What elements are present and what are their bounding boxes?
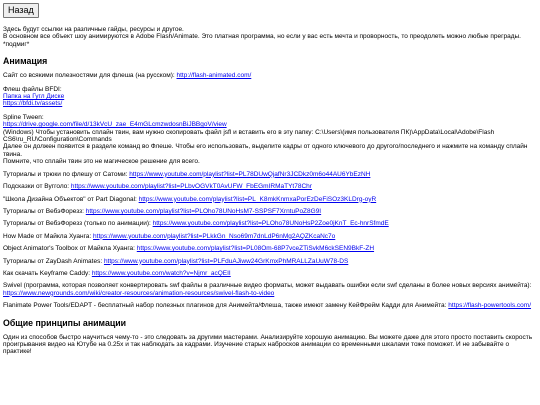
page-content	[3, 3, 537, 356]
spline-instructions-3: Помните, что сплайн твин это не магическое решение для всего.	[3, 158, 200, 166]
tutorial-link[interactable]: https://www.youtube.com/playlist?list=PL08Om-68P7vceZTiSvkM6ckSEN9BkF-ZH	[136, 245, 375, 253]
tutorial-label: Туториалы и трюки по флешу от Сатоми:	[3, 170, 130, 178]
tutorial-label: Подсказки от Вугголо:	[3, 183, 71, 191]
section-heading-animation: Анимация	[3, 56, 48, 67]
swivel-item	[3, 282, 537, 297]
tutorial-label: Туториалы от ВебэФорезз (только по анимации):	[3, 220, 153, 228]
spline-block	[3, 114, 537, 166]
tutorial-link[interactable]: https://www.youtube.com/playlist?list=PLbvOGVkT0AvUFW_FbEGmIRMaTYt78Chr	[70, 183, 312, 191]
bfdi-block	[3, 86, 537, 108]
list-item	[3, 245, 537, 252]
flash-site-text: Сайт со всякими полезностями для флеша (на русском):	[3, 72, 177, 80]
flash-site-link[interactable]: http://flash-animated.com/	[176, 72, 252, 80]
spline-download-link[interactable]: https://drive.google.com/file/d/13kVcU_zae_E4mGLcmzwdosnBiJBBgoV/view	[3, 121, 227, 129]
spline-instructions-2: Далее он должен появится в разделе команд во Флеше. Чтобы его использовать, выделите кадры от одного ключевого до другого/последнего и нажмите на команду сплайн твина.	[3, 143, 528, 158]
tutorial-label: How Made от Майкла Хуанга:	[3, 232, 94, 240]
list-item	[3, 233, 537, 240]
flanimate-item	[3, 302, 537, 309]
tutorial-label: "Школа Дизайна Объектов" от Part Diagonal:	[3, 195, 139, 203]
section-heading-principles: Общие принципы анимации	[3, 317, 127, 328]
tutorial-link[interactable]: https://www.youtube.com/playlist?list=PL_K8mkKnmxaPorEzDeFiSOz3KLDrg-oyR	[138, 195, 377, 203]
swivel-link[interactable]: https://www.newgrounds.com/wiki/creator-resources/animation-resources/swivel-flash-to-video	[3, 289, 275, 297]
tutorial-label: Туториалы от ZayDash Animates:	[3, 257, 104, 265]
tutorial-link[interactable]: https://www.youtube.com/playlist?list=PLOho78UNoHsM7-SSPSF7XrntuPoZ8G9I	[85, 207, 322, 215]
swivel-label: Swivel (программа, которая позволяет конвертировать swf файлы в различные видео форматы, может выдавать ошибки если swf сделаны в более новых версиях анимейта):	[3, 282, 532, 290]
intro-line-2: В основном все объект шоу анимируются в Adobe Flash/Animate. Это платная программа, но если у вас есть мечта и проворность, то преодолеть можно любые преграды. *подмиг*	[3, 33, 521, 48]
flanimate-link[interactable]: https://flash-powertools.com/	[448, 302, 532, 310]
flash-site-line	[3, 72, 537, 79]
back-button[interactable]: Назад	[3, 3, 39, 18]
tutorial-label: Как скачать Keyframe Caddy:	[3, 269, 92, 277]
flanimate-label: Flanimate Power Tools/EDAPT - бесплатный набор полезных плагинов для Анимейта/Флеша, также имеют замену КейФрейм Кадди для Анимейта:	[3, 302, 449, 310]
bfdi-drive-link[interactable]: Папка на Гугл Диске	[3, 93, 65, 101]
list-item	[3, 258, 537, 265]
intro-line-1: Здесь будут ссылки на различные гайды, ресурсы и другое.	[3, 26, 184, 33]
tutorial-link[interactable]: https://www.youtube.com/playlist?list=PL78DUwQjafNr3JCDkz0m6o44AU6YbEzNH	[129, 170, 371, 178]
list-item	[3, 220, 537, 227]
principles-text: Один из способов быстро научиться чему-то - это следовать за другими мастерами. Анализируйте хорошую анимацию. Вы можете даже для этого просто поставить скорость проигрывания видео на Ютубе на 0.25x и так наблюдать за кадрами. Изучение старых набросков анимации со временными шкалами тоже поможет. И не забывайте о практике!	[3, 333, 533, 356]
tutorial-link[interactable]: https://www.youtube.com/playlist?list=PLFduAJiww24GrKmxPhMRALLZaUuW78-DS	[103, 257, 349, 265]
list-item	[3, 208, 537, 215]
list-item	[3, 196, 537, 203]
spline-instructions-1: (Windows) Чтобы установить сплайн твин, вам нужно скопировать файл jsfl и вставить его в эту папку: C:\Users\(имя пользователя ПК)\AppData\Local\Adobe\Flash CS6\ru_RU\Configuration\Commands	[3, 128, 495, 144]
tutorial-link[interactable]: https://www.youtube.com/playlist?list=PLOho78UNoHsP2Zoe0jKnT_Ec-hnrSfmdE	[152, 220, 389, 228]
bfdi-title: Флеш файлы BFDI:	[3, 85, 62, 93]
bfdi-assets-link[interactable]: https://bfdi.tv/assets/	[3, 100, 63, 108]
tutorial-link[interactable]: https://www.youtube.com/watch?v=Njmr_acQEII	[91, 269, 231, 277]
tutorial-link[interactable]: https://www.youtube.com/playlist?list=PLkkGn_Nso69m7dnLdP6nMg2AQZKcaNc7o	[93, 232, 336, 240]
tutorial-label: Object Animator's Toolbox от Майкла Хуанга:	[3, 245, 137, 253]
tutorial-list	[3, 171, 537, 310]
list-item	[3, 171, 537, 178]
spline-title: Spline Tween:	[3, 113, 44, 121]
list-item	[3, 270, 537, 277]
tutorial-label: Туториалы от ВебэФорезз:	[3, 207, 86, 215]
list-item	[3, 183, 537, 190]
